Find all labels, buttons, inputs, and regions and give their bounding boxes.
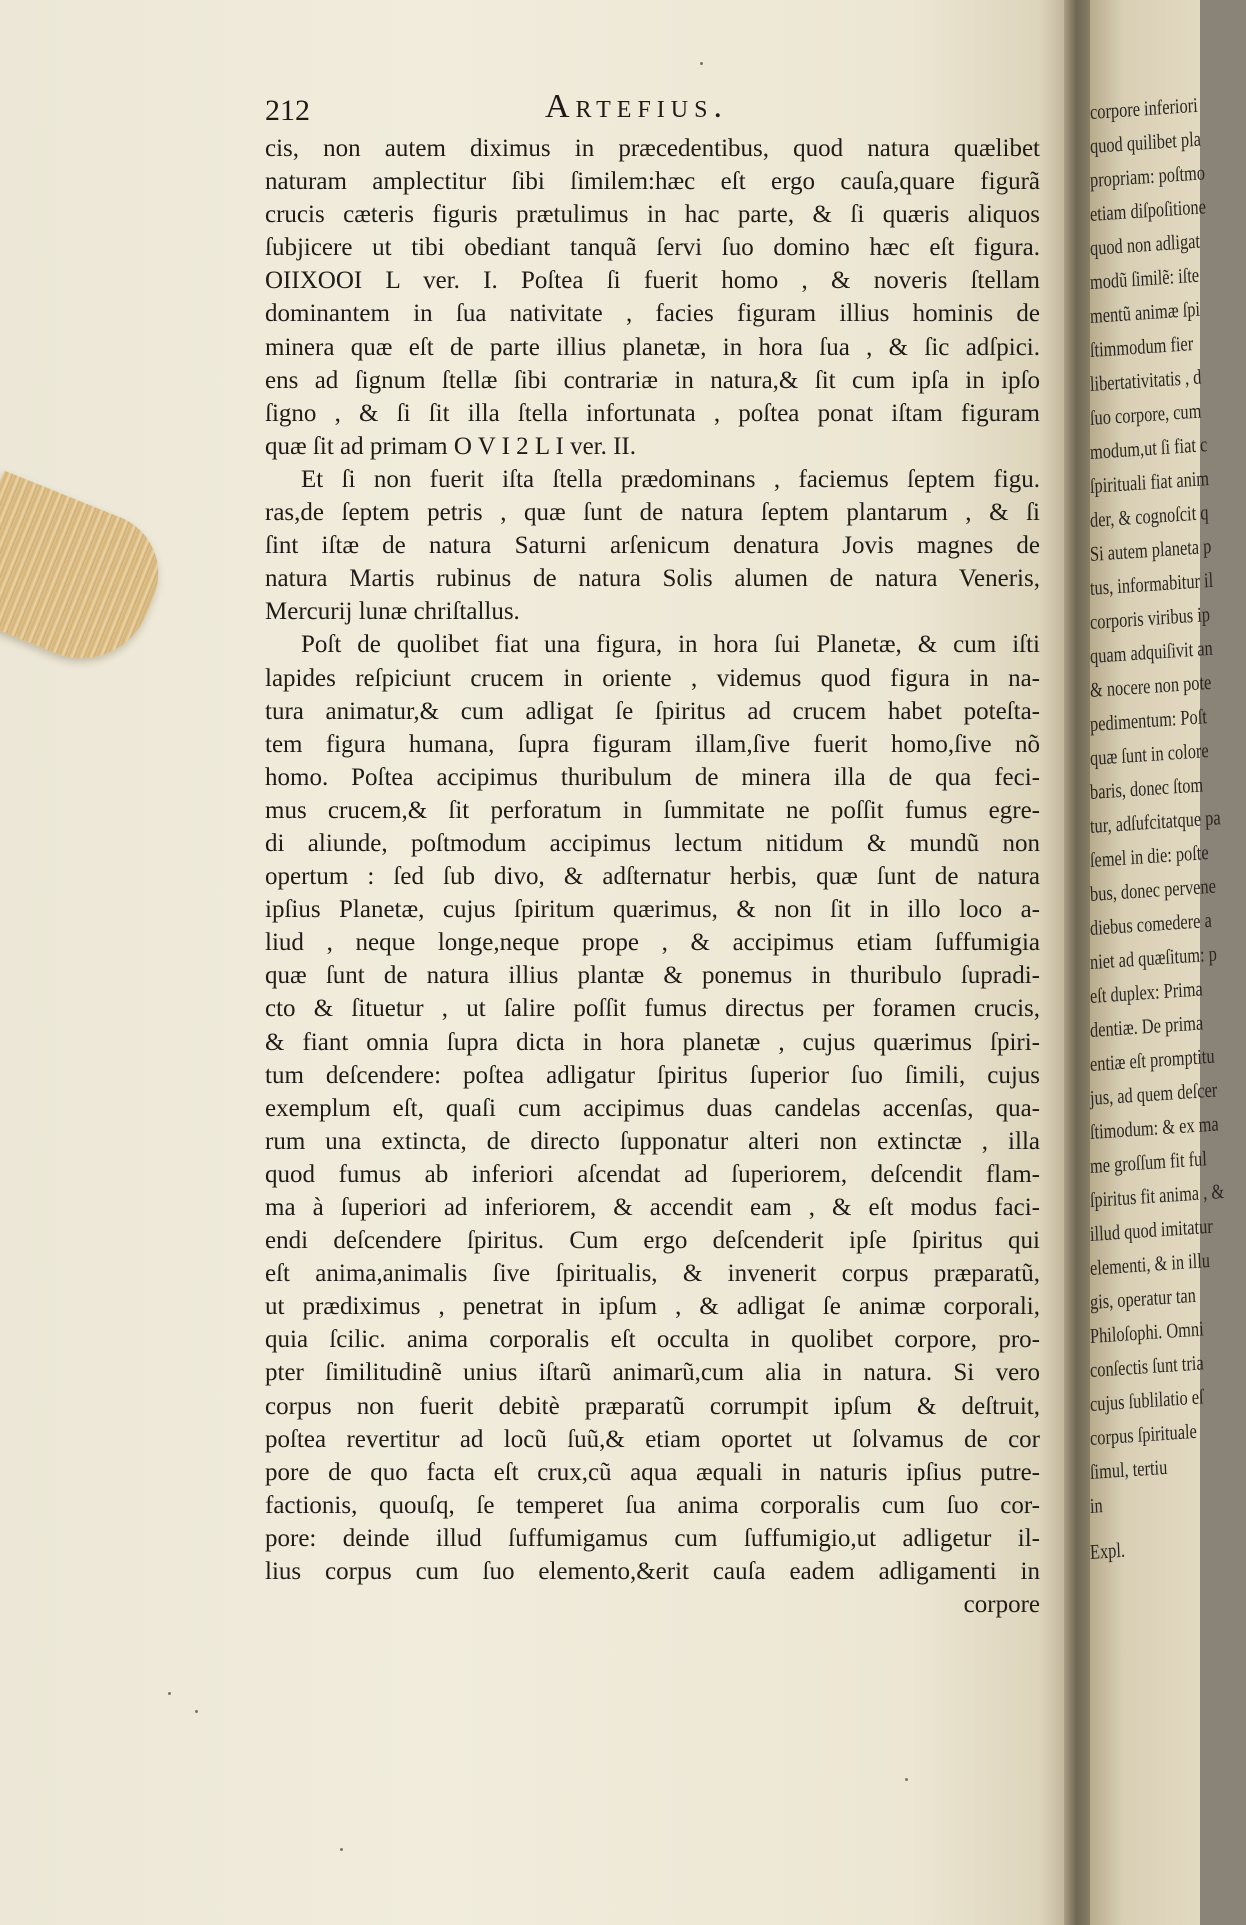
text-line: mus crucem,& ſit perforatum in ſummitate ne poſſit fumus egre- (265, 796, 1040, 824)
facing-text-line: & nocere non pote (1089, 669, 1212, 702)
facing-text-line: jus, ad quem deſcer (1089, 1077, 1218, 1110)
text-line: opertum : ſed ſub divo, & adſternatur herbis, quæ ſunt de natura (265, 863, 1040, 891)
facing-text-line: quod non adligat (1089, 228, 1201, 260)
text-line: ut prædiximus , penetrat in ipſum , & adligat ſe animæ corporali, (265, 1293, 1040, 1321)
facing-text-line: ſemel in die: poſte (1089, 840, 1210, 872)
facing-text-line: diebus comedere a (1089, 907, 1213, 940)
facing-text-line: quam adquiſivit an (1089, 635, 1214, 668)
main-text-block (265, 132, 1040, 1621)
page-header (265, 88, 1055, 132)
facing-text-line: niet ad quæſitum: p (1089, 941, 1218, 974)
text-line: tem figura humana, ſupra figuram illam,ſive fuerit homo,ſive nõ (265, 730, 1040, 758)
text-line: ens ad ſignum ſtellæ ſibi contrariæ in natura,& ſit cum ipſa in ipſo (265, 366, 1040, 394)
text-line: & fiant omnia ſupra dicta in hora planetæ , cujus quærimus ſpiri- (265, 1028, 1040, 1056)
facing-text-line: modum,ut ſi fiat c (1089, 432, 1208, 464)
text-line: natura Martis rubinus de natura Solis alumen de natura Veneris, (265, 565, 1040, 593)
text-line: eſt anima,animalis ſive ſpiritualis, & invenerit corpus præparatũ, (265, 1260, 1040, 1288)
facing-text-line: tus, informabitur il (1089, 567, 1214, 600)
text-line: di aliunde, poſtmodum accipimus lectum nitidum & mundũ non (265, 829, 1040, 857)
page-number: 212 (265, 94, 310, 127)
text-line: minera quæ eſt de parte illius planetæ, in hora ſua , & ſic adſpici. (265, 333, 1040, 361)
text-line: exemplum eſt, quaſi cum accipimus duas candelas accenſas, qua- (265, 1094, 1040, 1122)
text-line: OIIXOOI L ver. I. Poſtea ſi fuerit homo , & noveris ſtellam (265, 267, 1040, 295)
facing-text-line: tur, adſufcitatque pa (1089, 805, 1222, 838)
facing-text-line: modũ ſimilẽ: iſte (1089, 262, 1200, 294)
text-line: pore de quo facta eſt crux,cũ aqua æquali in naturis ipſius putre- (265, 1458, 1040, 1486)
facing-text-line: illud quod imitatur (1089, 1213, 1214, 1246)
facing-text-line: ſuo corpore, cum (1089, 398, 1202, 430)
text-line: lius corpus cum ſuo elemento,&erit cauſa eadem adligamenti in (265, 1558, 1040, 1586)
text-line: tura animatur,& cum adligat ſe ſpiritus ad crucem habet poteſta- (265, 697, 1040, 725)
text-line: ras,de ſeptem petris , quæ ſunt de natura ſeptem plantarum , & ſi (265, 499, 1040, 527)
facing-text-line: etiam diſpoſitione (1089, 194, 1207, 226)
facing-text-line: cujus ſublilatio eſ (1089, 1384, 1205, 1416)
facing-text-line: in (1089, 1493, 1104, 1518)
text-line: Mercurij lunæ chriſtallus. (265, 598, 520, 626)
facing-text-line: mentũ animæ ſpi (1089, 296, 1201, 328)
book-gutter (1064, 0, 1092, 1925)
facing-text-line: ſpiritus fit anima , & (1089, 1179, 1225, 1212)
facing-text-line: bus, donec pervene (1089, 873, 1217, 906)
paragraph-start-line: Et ſi non fuerit iſta ſtella prædominans , faciemus ſeptem figu. (301, 465, 1040, 493)
facing-text-line: libertativitatis , d (1089, 364, 1202, 396)
facing-page-recto (1089, 0, 1225, 1925)
facing-catchword: Expl. (1089, 1537, 1126, 1564)
facing-text-line: eſt duplex: Prima (1089, 976, 1204, 1008)
text-line: factionis, quouſq, ſe temperet ſua anima corporalis cum ſuo cor- (265, 1491, 1040, 1519)
text-line: pter ſimilitudinẽ unius iſtarũ animarũ,cum alia in natura. Si vero (265, 1359, 1040, 1387)
facing-text-line: corporis viribus ip (1089, 601, 1211, 634)
text-line: ſint iſtæ de natura Saturni arſenicum denatura Jovis magnes de (265, 532, 1040, 560)
text-line: ſigno , & ſi ſit illa ſtella infortunata , poſtea ponat iſtam figuram (265, 399, 1040, 427)
facing-text-line: der, & cognoſcit q (1089, 500, 1209, 532)
text-line: ipſius Planetæ, cujus ſpiritum quærimus, & non ſit in illo loco a- (265, 896, 1040, 924)
facing-text-line: ſtimmodum fier (1089, 331, 1194, 362)
running-head: Artefius. (545, 88, 728, 125)
facing-text-line: pedimentum: Poſt (1089, 704, 1208, 736)
text-line: cis, non autem diximus in præcedentibus, quod natura quælibet (265, 135, 1040, 162)
text-line: ſubjicere ut tibi obediant tanquã ſervi ſuo domino hæc eſt figura. (265, 234, 1040, 262)
facing-text-line: propriam: poſtmo (1089, 160, 1206, 192)
text-line: quod fumus ab inferiori aſcendat ad ſuperiorem, deſcendit flam- (265, 1160, 1040, 1188)
facing-text-line: ſtimodum: & ex ma (1089, 1111, 1220, 1144)
facing-text-line: Philoſophi. Omni (1089, 1316, 1205, 1348)
facing-text-line: quæ ſunt in colore (1089, 738, 1210, 770)
text-line: ma à ſuperiori ad inferiorem, & accendit eam , & eſt modus faci- (265, 1194, 1040, 1221)
paragraph-start-line: Poſt de quolibet fiat una figura, in hora ſui Planetæ, & cum iſti (301, 631, 1040, 659)
text-line: rum una extincta, de directo ſupponatur alteri non extinctæ , illa (265, 1127, 1040, 1155)
text-line: lapides reſpiciunt crucem in oriente , videmus quod figura in na- (265, 664, 1040, 692)
text-line: naturam amplectitur ſibi ſimilem:hæc eſt ergo cauſa,quare figurã (265, 168, 1040, 196)
text-line: quæ ſunt de natura illius plantæ & ponemus in thuribulo ſupradi- (265, 962, 1040, 990)
text-line: pore: deinde illud ſuffumigamus cum ſuffumigio,ut adligetur il- (265, 1524, 1040, 1552)
facing-text-line: entiæ eſt promptitu (1089, 1043, 1215, 1076)
facing-text-line: quod quilibet pla (1089, 126, 1202, 158)
facing-text-line: elementi, & in illu (1089, 1247, 1211, 1280)
text-line: dominantem in ſua nativitate , facies figuram illius hominis de (265, 300, 1040, 328)
facing-text-line: me groſſum fit ful (1089, 1146, 1208, 1178)
text-line: cto & ſituetur , ut ſalire poſſit fumus directus per foramen crucis, (265, 995, 1040, 1023)
text-line: crucis cæteris figuris prætulimus in hac parte, & ſi quæris aliquos (265, 201, 1040, 229)
text-line: poſtea revertitur ad locũ ſuũ,& etiam oportet ut ſolvamus de cor (265, 1425, 1040, 1453)
facing-text-line: Si autem planeta p (1089, 533, 1212, 566)
text-line: tum deſcendere: poſtea adligatur ſpiritus ſuperior ſuo ſimili, cujus (265, 1061, 1040, 1089)
facing-text-line: ſpirituali fiat anim (1089, 466, 1210, 498)
facing-text-line: conſectis ſunt tria (1089, 1350, 1205, 1382)
text-line: endi deſcendere ſpiritus. Cum ergo deſcenderit ipſe ſpiritus qui (265, 1227, 1040, 1255)
facing-text-line: ſimul, tertiu (1089, 1454, 1168, 1484)
text-line: corpus non fuerit debitè præparatũ corrumpit ipſum & deſtruit, (265, 1392, 1040, 1420)
facing-text-line: corpore inferiori (1089, 92, 1199, 124)
facing-text-line: baris, donec ſtom (1089, 772, 1204, 804)
text-line: quæ ſit ad primam O V I 2 L I ver. II. (265, 432, 637, 460)
text-line: homo. Poſtea accipimus thuribulum de minera illa de qua feci- (265, 763, 1040, 791)
catchword: corpore (963, 1591, 1040, 1619)
facing-text-line: gis, operatur tan (1089, 1282, 1197, 1314)
facing-text-line: dentiæ. De prima (1089, 1010, 1204, 1042)
facing-text-line: corpus ſpirituale (1089, 1418, 1198, 1450)
text-line: quia ſcilic. anima corporalis eſt occulta in quolibet corpore, pro- (265, 1326, 1040, 1354)
text-line: liud , neque longe,neque prope , & accipimus etiam ſuffumigia (265, 929, 1040, 957)
